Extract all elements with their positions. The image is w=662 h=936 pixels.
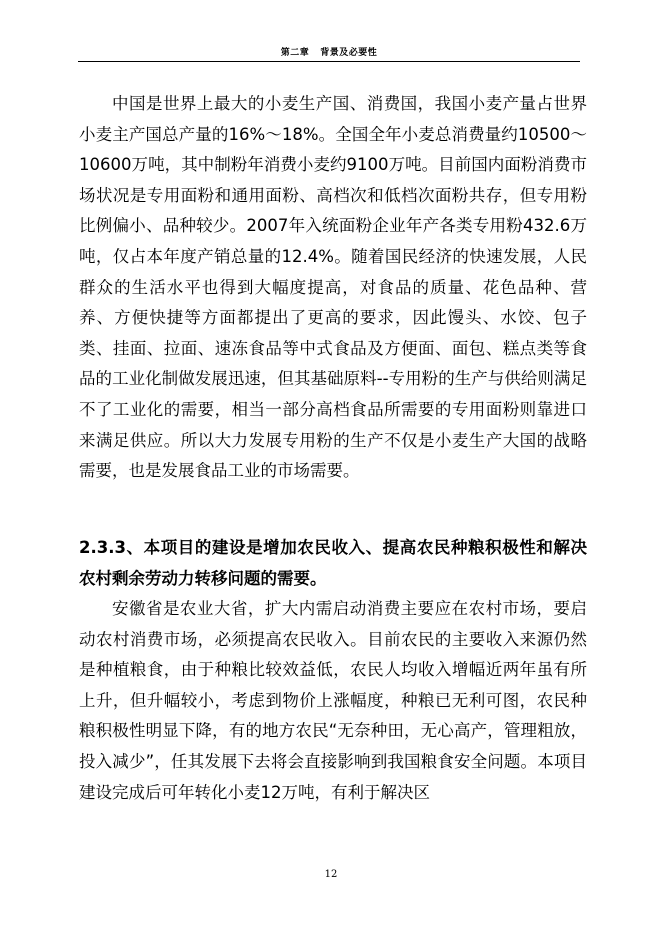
header-rule [78,61,580,62]
running-header [78,45,580,58]
body-paragraph: 安徽省是农业大省，扩大内需启动消费主要应在农村市场，要启动农村消费市场，必须提高农民收入。目前农民的主要收入来源仍然是种植粮食，由于种粮比较效益低，农民人均收入增幅近两年虽有所上升，但升幅较小，考虑到物价上涨幅度，种粮已无利可图，农民种粮积极性明显下降，有的地方农民“无奈种田，无心高产，管理粗放，投入减少”，任其发展下去将会直接影响到我国粮食安全问题。本项目建设完成后可年转化小麦12万吨，有利于解决区 [79,599,587,802]
body-paragraph: 中国是世界上最大的小麦生产国、消费国，我国小麦产量占世界小麦主产国总产量的16%～18%。全国全年小麦总消费量约10500～10600万吨，其中制粉年消费小麦约9100万吨。目前国内面粉消费市场状况是专用面粉和通用面粉、高档次和低档次面粉共存，但专用粉比例偏小、品种较少。2007年入统面粉企业年产各类专用粉432.6万吨，仅占本年度产销总量的12.4%。随着国民经济的快速发展，人民群众的生活水平也得到大幅度提高，对食品的质量、花色品种、营养、方便快捷等方面都提出了更高的要求，因此馒头、水饺、包子类、挂面、拉面、速冻食品等中式食品及方便面、面包、糕点类等食品的工业化制做发展迅速，但其基础原料--专用粉的生产与供给则满足不了工业化的需要，相当一部分高档食品所需要的专用面粉则靠进口来满足供应。所以大力发展专用粉的生产不仅是小麦生产大国的战略需要，也是发展食品工业的市场需要。 [79,94,587,481]
chapter-title: 背景及必要性 [320,48,378,58]
page-number: 12 [324,869,338,880]
section-heading: 2.3.3、本项目的建设是增加农民收入、提高农民种粮积极性和解决农村剩余劳动力转移问题的需要。 [79,538,587,588]
chapter-label: 第二章 [280,48,310,58]
